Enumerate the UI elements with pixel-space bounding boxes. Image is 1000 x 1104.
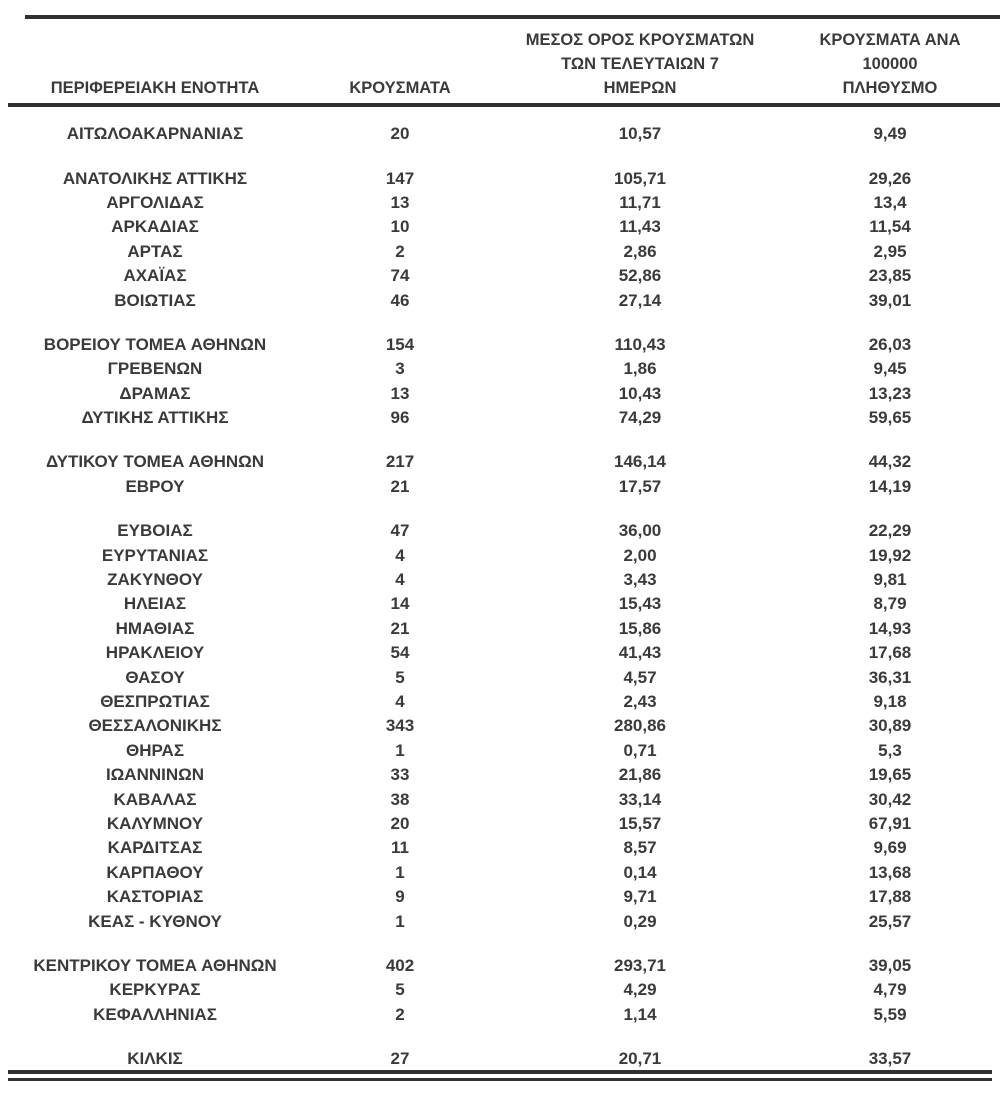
header-rule <box>8 103 1000 107</box>
per100k-cell: 4,79 <box>873 980 907 1000</box>
cases-cell: 4 <box>395 545 405 565</box>
per100k-cell: 5,3 <box>878 740 902 760</box>
table-row <box>0 714 990 738</box>
region-cell: ΚΑΣΤΟΡΙΑΣ <box>106 887 204 907</box>
avg7-cell: 15,43 <box>618 594 662 614</box>
table-row <box>0 240 990 264</box>
table-row <box>0 787 990 811</box>
cases-cell: 343 <box>385 716 415 736</box>
row-group <box>0 166 990 312</box>
header-cases <box>310 76 490 102</box>
per100k-cell: 23,85 <box>868 266 912 286</box>
per100k-cell: 13,23 <box>868 383 912 403</box>
region-cell: ΔΡΑΜΑΣ <box>119 383 191 403</box>
header-avg7-line1: ΜΕΣΟΣ ΟΡΟΣ ΚΡΟΥΣΜΑΤΩΝ <box>525 31 755 49</box>
region-cell: ΗΛΕΙΑΣ <box>123 594 187 614</box>
cases-cell: 96 <box>390 408 410 428</box>
cases-cell: 147 <box>385 168 415 188</box>
table-body <box>0 112 990 1071</box>
cases-cell: 54 <box>390 643 410 663</box>
per100k-cell: 17,68 <box>868 643 912 663</box>
avg7-cell: 15,86 <box>618 618 662 638</box>
cases-cell: 154 <box>385 334 415 354</box>
avg7-cell: 2,86 <box>623 241 657 261</box>
cases-cell: 20 <box>390 813 410 833</box>
cases-cell: 4 <box>395 570 405 590</box>
cases-cell: 9 <box>395 887 405 907</box>
per100k-cell: 22,29 <box>868 521 912 541</box>
table-row <box>0 861 990 885</box>
table-row <box>0 978 990 1002</box>
per100k-cell: 9,69 <box>873 838 907 858</box>
top-rule <box>25 15 1000 19</box>
cases-cell: 14 <box>390 594 410 614</box>
table-row <box>0 264 990 288</box>
table-row <box>0 215 990 239</box>
avg7-cell: 74,29 <box>618 408 662 428</box>
table-row <box>0 954 990 978</box>
table-row <box>0 836 990 860</box>
avg7-cell: 4,29 <box>623 980 657 1000</box>
cases-cell: 33 <box>390 765 410 785</box>
header-region-label: ΠΕΡΙΦΕΡΕΙΑΚΗ ΕΝΟΤΗΤΑ <box>50 79 260 97</box>
cases-cell: 4 <box>395 692 405 711</box>
table-row <box>0 1003 990 1027</box>
region-cell: ΗΡΑΚΛΕΙΟΥ <box>105 643 205 663</box>
per100k-cell: 9,49 <box>873 124 907 144</box>
region-cell: ΔΥΤΙΚΗΣ ΑΤΤΙΚΗΣ <box>81 408 229 428</box>
region-cell: ΖΑΚΥΝΘΟΥ <box>107 570 203 590</box>
row-group <box>0 122 990 146</box>
table-row <box>0 382 990 406</box>
avg7-cell: 0,14 <box>623 862 657 882</box>
region-cell: ΘΕΣΠΡΩΤΙΑΣ <box>100 692 210 711</box>
avg7-cell: 11,43 <box>619 217 661 237</box>
header-per100k-line1: ΚΡΟΥΣΜΑΤΑ ΑΝΑ 100000 <box>819 31 961 73</box>
per100k-cell: 14,19 <box>868 476 912 496</box>
cases-cell: 13 <box>390 383 410 403</box>
per100k-cell: 39,05 <box>868 955 912 975</box>
cases-cell: 1 <box>395 740 405 760</box>
region-cell: ΑΝΑΤΟΛΙΚΗΣ ΑΤΤΙΚΗΣ <box>62 168 248 188</box>
avg7-cell: 2,00 <box>623 545 657 565</box>
per100k-cell: 13,4 <box>873 192 907 212</box>
table-row <box>0 885 990 909</box>
cases-cell: 3 <box>395 359 405 379</box>
per100k-cell: 9,18 <box>873 692 907 711</box>
region-cell: ΚΕΑΣ - ΚΥΘΝΟΥ <box>88 911 222 931</box>
table-row <box>0 288 990 312</box>
per100k-cell: 39,01 <box>868 290 912 310</box>
avg7-cell: 41,43 <box>618 643 662 663</box>
cases-cell: 46 <box>390 290 410 310</box>
per100k-cell: 25,57 <box>868 911 912 931</box>
avg7-cell: 146,14 <box>614 452 666 472</box>
avg7-cell: 3,43 <box>623 570 657 590</box>
per100k-cell: 44,32 <box>868 452 912 472</box>
avg7-cell: 27,14 <box>618 290 662 310</box>
table-row <box>0 519 990 543</box>
table-row <box>0 812 990 836</box>
table-row <box>0 333 990 357</box>
avg7-cell: 110,43 <box>614 334 666 354</box>
table-row <box>0 665 990 689</box>
row-group <box>0 954 990 1027</box>
cases-cell: 21 <box>390 618 410 638</box>
avg7-cell: 2,43 <box>623 692 657 711</box>
header-per100k-line2: ΠΛΗΘΥΣΜΟ <box>842 79 938 97</box>
cases-cell: 47 <box>390 521 410 541</box>
region-cell: ΓΡΕΒΕΝΩΝ <box>107 359 203 379</box>
per100k-cell: 19,65 <box>868 765 912 785</box>
cases-cell: 5 <box>395 667 405 687</box>
avg7-cell: 21,86 <box>618 765 662 785</box>
region-cell: ΗΜΑΘΙΑΣ <box>115 618 195 638</box>
per100k-cell: 67,91 <box>868 813 912 833</box>
region-cell: ΚΕΝΤΡΙΚΟΥ ΤΟΜΕΑ ΑΘΗΝΩΝ <box>33 955 277 975</box>
avg7-cell: 10,57 <box>618 124 662 144</box>
region-cell: ΔΥΤΙΚΟΥ ΤΟΜΕΑ ΑΘΗΝΩΝ <box>45 452 265 472</box>
table-row <box>0 641 990 665</box>
region-cell: ΑΡΤΑΣ <box>127 241 183 261</box>
avg7-cell: 293,71 <box>614 955 666 975</box>
region-cell: ΑΙΤΩΛΟΑΚΑΡΝΑΝΙΑΣ <box>66 124 244 144</box>
cases-cell: 11 <box>391 838 409 858</box>
region-cell: ΚΙΛΚΙΣ <box>127 1049 183 1069</box>
per100k-cell: 17,88 <box>868 887 912 907</box>
cases-cell: 21 <box>390 476 410 496</box>
bottom-rule <box>8 1070 992 1081</box>
header-cases-label: ΚΡΟΥΣΜΑΤΑ <box>349 79 451 97</box>
avg7-cell: 20,71 <box>618 1049 662 1069</box>
table-row <box>0 543 990 567</box>
header-region <box>0 76 310 102</box>
cases-cell: 1 <box>395 862 405 882</box>
cases-cell: 2 <box>395 1004 405 1024</box>
row-group <box>0 1047 990 1071</box>
table-row <box>0 617 990 641</box>
cases-cell: 38 <box>390 789 410 809</box>
table-row <box>0 122 990 146</box>
per100k-cell: 9,45 <box>873 359 907 379</box>
cases-cell: 2 <box>395 241 405 261</box>
avg7-cell: 15,57 <box>618 813 662 833</box>
per100k-cell: 14,93 <box>868 618 912 638</box>
table-row <box>0 475 990 499</box>
avg7-cell: 105,71 <box>614 168 666 188</box>
avg7-cell: 10,43 <box>618 383 662 403</box>
avg7-cell: 11,71 <box>619 192 661 212</box>
region-cell: ΕΥΡΥΤΑΝΙΑΣ <box>101 545 209 565</box>
region-cell: ΘΗΡΑΣ <box>125 740 185 760</box>
table-row <box>0 592 990 616</box>
table-row <box>0 357 990 381</box>
avg7-cell: 280,86 <box>614 716 666 736</box>
cases-cell: 402 <box>385 955 415 975</box>
avg7-cell: 4,57 <box>623 667 657 687</box>
region-cell: ΚΕΡΚΥΡΑΣ <box>109 980 201 1000</box>
table-row <box>0 191 990 215</box>
per100k-cell: 19,92 <box>868 545 912 565</box>
cases-cell: 74 <box>390 266 410 286</box>
table-row <box>0 1047 990 1071</box>
region-cell: ΑΡΚΑΔΙΑΣ <box>111 217 199 237</box>
per100k-cell: 59,65 <box>868 408 912 428</box>
region-cell: ΕΥΒΟΙΑΣ <box>117 521 193 541</box>
header-avg7-line3: ΗΜΕΡΩΝ <box>603 79 677 97</box>
avg7-cell: 9,71 <box>623 887 657 907</box>
per100k-cell: 29,26 <box>868 168 912 188</box>
region-cell: ΚΑΛΥΜΝΟΥ <box>106 813 204 833</box>
region-cell: ΚΕΦΑΛΛΗΝΙΑΣ <box>93 1004 217 1024</box>
table-row <box>0 406 990 430</box>
region-cell: ΒΟΙΩΤΙΑΣ <box>114 290 196 310</box>
region-cell: ΒΟΡΕΙΟΥ ΤΟΜΕΑ ΑΘΗΝΩΝ <box>43 334 267 354</box>
table-row <box>0 166 990 190</box>
avg7-cell: 0,71 <box>623 740 657 760</box>
avg7-cell: 1,14 <box>623 1004 657 1024</box>
row-group <box>0 333 990 431</box>
cases-cell: 27 <box>390 1049 410 1069</box>
region-cell: ΚΑΡΠΑΘΟΥ <box>106 862 204 882</box>
header-avg7-line2: ΤΩΝ ΤΕΛΕΥΤΑΙΩΝ 7 <box>561 55 719 73</box>
region-cell: ΑΧΑΪΑΣ <box>123 266 187 286</box>
avg7-cell: 36,00 <box>618 521 662 541</box>
table-row <box>0 763 990 787</box>
cases-cell: 5 <box>395 980 405 1000</box>
cases-cell: 10 <box>390 217 410 237</box>
per100k-cell: 30,89 <box>868 716 912 736</box>
table-row <box>0 739 990 763</box>
avg7-cell: 8,57 <box>623 838 657 858</box>
table-row <box>0 450 990 474</box>
per100k-cell: 2,95 <box>873 241 907 261</box>
per100k-cell: 33,57 <box>868 1049 912 1069</box>
per100k-cell: 36,31 <box>868 667 912 687</box>
row-group <box>0 519 990 934</box>
region-cell: ΚΑΒΑΛΑΣ <box>113 789 197 809</box>
cases-cell: 13 <box>390 192 410 212</box>
region-cell: ΘΑΣΟΥ <box>125 667 185 687</box>
per100k-cell: 13,68 <box>868 862 912 882</box>
header-avg7 <box>490 28 790 102</box>
per100k-cell: 5,59 <box>873 1004 907 1024</box>
table-row <box>0 909 990 933</box>
region-cell: ΙΩΑΝΝΙΝΩΝ <box>105 765 205 785</box>
row-group <box>0 450 990 499</box>
per100k-cell: 30,42 <box>868 789 912 809</box>
cases-cell: 1 <box>395 911 405 931</box>
per100k-cell: 9,81 <box>873 570 907 590</box>
region-cell: ΚΑΡΔΙΤΣΑΣ <box>107 838 203 858</box>
table-row <box>0 568 990 592</box>
avg7-cell: 1,86 <box>623 359 657 379</box>
cases-cell: 20 <box>390 124 410 144</box>
table-row <box>0 690 990 714</box>
avg7-cell: 52,86 <box>618 266 662 286</box>
cases-cell: 217 <box>385 452 415 472</box>
avg7-cell: 33,14 <box>618 789 662 809</box>
per100k-cell: 11,54 <box>869 217 911 237</box>
table-header <box>0 26 990 102</box>
per100k-cell: 26,03 <box>868 334 912 354</box>
header-per100k <box>790 28 990 102</box>
region-cell: ΑΡΓΟΛΙΔΑΣ <box>106 192 204 212</box>
avg7-cell: 17,57 <box>618 476 662 496</box>
avg7-cell: 0,29 <box>623 911 657 931</box>
region-cell: ΕΒΡΟΥ <box>125 476 185 496</box>
per100k-cell: 8,79 <box>873 594 907 614</box>
region-cell: ΘΕΣΣΑΛΟΝΙΚΗΣ <box>88 716 222 736</box>
